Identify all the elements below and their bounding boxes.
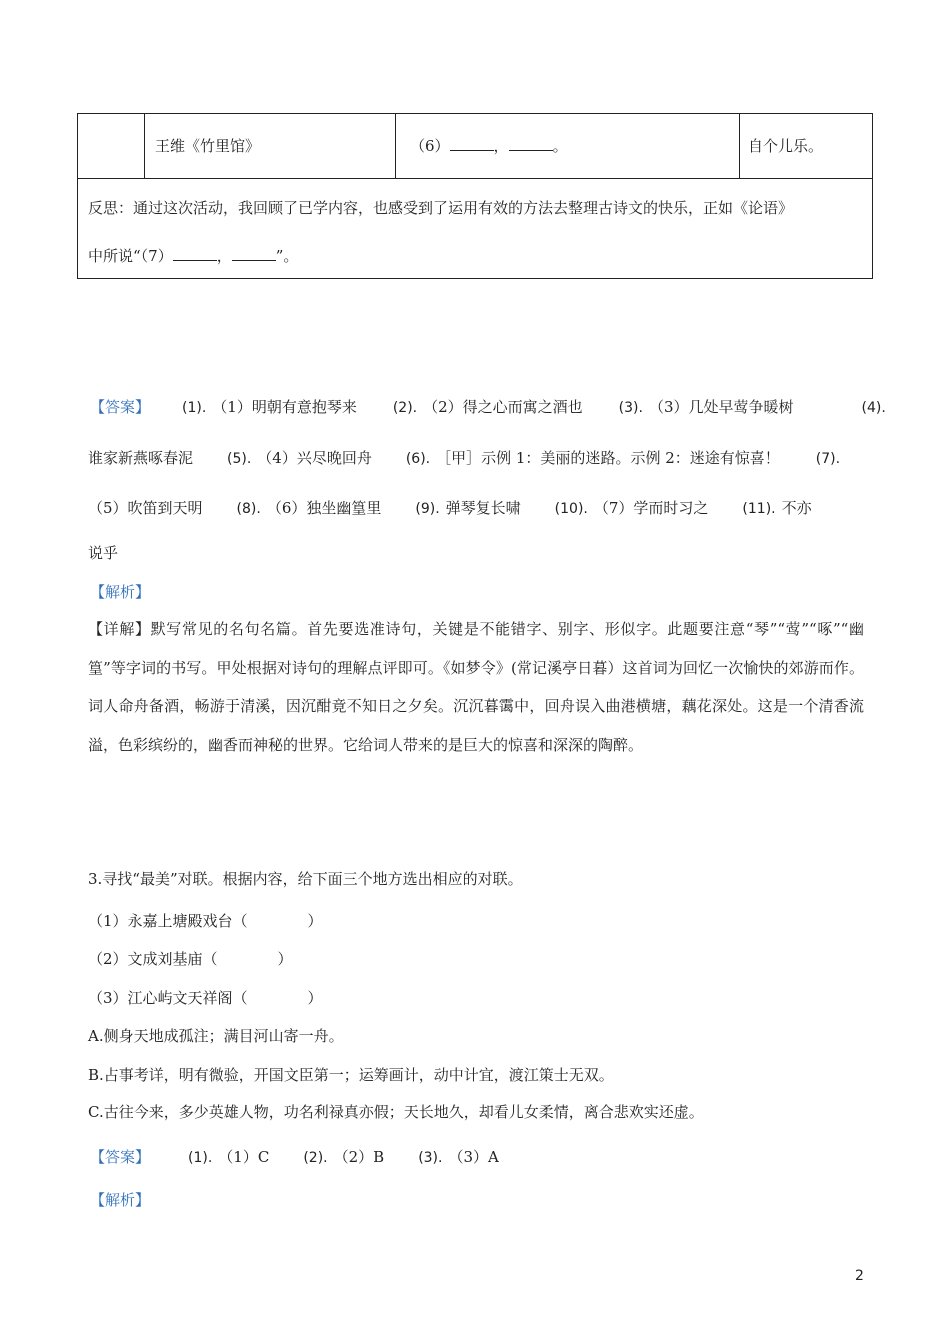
answer-tag: 【答案】 — [90, 1148, 151, 1166]
answer-number: (2). — [303, 1150, 328, 1166]
option-c: C.古往今来，多少英雄人物，功名利禄真亦假；天长地久，却看儿女柔情，离合悲欢实还虚。 — [88, 1103, 704, 1121]
answer-number: (11). — [742, 501, 776, 517]
table-cell-poem: 王维《竹里馆》 — [145, 114, 396, 178]
answer-text: （2）B — [333, 1148, 385, 1166]
analysis-tag: 【解析】 — [90, 1191, 151, 1209]
question-item: （1）永嘉上塘殿戏台（ ） — [88, 912, 323, 930]
option-a: A.侧身天地成孤注；满目河山寄一舟。 — [88, 1027, 344, 1045]
terminator: 。 — [552, 137, 568, 155]
answer-text: （3）A — [448, 1148, 499, 1166]
answer-text: 谁家新燕啄春泥 — [88, 449, 194, 467]
blank-label: （6） — [410, 137, 450, 155]
answer-text: 不亦 — [781, 499, 812, 517]
question-3-title: 3.寻找“最美”对联。根据内容，给下面三个地方选出相应的对联。 — [88, 870, 523, 888]
table-cell-empty — [78, 114, 145, 178]
separator: ， — [493, 137, 509, 155]
answer-line-4: 说乎 — [88, 544, 119, 562]
reflection-line-1: 反思：通过这次活动，我回顾了已学内容，也感受到了运用有效的方法去整理古诗文的快乐，正如《论语》 — [88, 199, 794, 217]
answer-text: （1）明朝有意抱琴来 — [212, 398, 357, 416]
q3-answer-line — [90, 1146, 866, 1167]
answer-text: （2）得之心而寓之酒也 — [423, 398, 583, 416]
answer-number: (2). — [392, 400, 418, 416]
answer-text: （6）独坐幽篁里 — [266, 499, 382, 517]
question-item: （3）江心屿文天祥阁（ ） — [88, 989, 323, 1007]
answer-number: (6). — [405, 451, 431, 467]
poem-table — [77, 113, 873, 279]
page-number: 2 — [855, 1268, 864, 1284]
reflection-prefix: 中所说“（7） — [88, 247, 173, 265]
fill-blank — [509, 136, 553, 151]
answer-text: （4）兴尽晚回舟 — [257, 449, 372, 467]
answer-number: (3). — [618, 400, 643, 416]
option-b: B.占事考详，明有微验，开国文臣第一；运筹画计，动中计宜，渡江策士无双。 — [88, 1066, 614, 1084]
answer-number: (7). — [815, 451, 841, 467]
answer-text: ［甲］示例 1：美丽的迷路。示例 2：迷途有惊喜！ — [436, 449, 780, 467]
answer-number: (8). — [236, 501, 261, 517]
answer-tag: 【答案】 — [90, 398, 151, 416]
fill-blank — [450, 136, 494, 151]
reflection-line-2 — [88, 232, 868, 280]
answer-number: (9). — [415, 501, 440, 517]
fill-blank — [232, 246, 276, 261]
answer-text: 弹琴复长啸 — [445, 499, 521, 517]
question-item: （2）文成刘基庙（ ） — [88, 950, 293, 968]
separator: ， — [216, 247, 232, 265]
table-reflection-row — [88, 184, 868, 280]
answer-text: （3）几处早莺争暖树 — [648, 398, 794, 416]
analysis-tag: 【解析】 — [90, 583, 151, 601]
terminator: ”。 — [275, 247, 299, 265]
answer-text: （1）C — [218, 1148, 270, 1166]
answer-text: （7）学而时习之 — [593, 499, 709, 517]
answer-line-1 — [90, 396, 886, 417]
table-cell-blanks — [396, 114, 740, 178]
answer-number: (3). — [418, 1150, 443, 1166]
answer-line-3 — [88, 497, 864, 518]
fill-blank — [173, 246, 217, 261]
table-cell-note: 自个儿乐。 — [748, 137, 824, 155]
answer-number: (4). — [861, 400, 886, 416]
answer-number: (10). — [554, 501, 588, 517]
answer-line-2 — [88, 447, 864, 468]
answer-text: （5）吹笛到天明 — [88, 499, 203, 517]
answer-number: (1). — [188, 1150, 213, 1166]
analysis-detail: 【详解】默写常见的名句名篇。首先要选准诗句，关键是不能错字、别字、形似字。此题要注意“琴”“莺”“啄”“幽篁”等字词的书写。甲处根据对诗句的理解点评即可。《如梦令》(常记溪亭日暮）这首词为回忆一次愉快的郊游而作。词人命舟备酒，畅游于清溪，因沉酣竟不知日之夕矣。沉沉暮霭中，回舟误入曲港横塘，藕花深处。这是一个清香流溢，色彩缤纷的，幽香而神秘的世界。它给词人带来的是巨大的惊喜和深深的陶醉。 — [88, 620, 864, 754]
answer-number: (5). — [227, 451, 252, 467]
answer-number: (1). — [182, 400, 207, 416]
table-row — [78, 114, 872, 179]
